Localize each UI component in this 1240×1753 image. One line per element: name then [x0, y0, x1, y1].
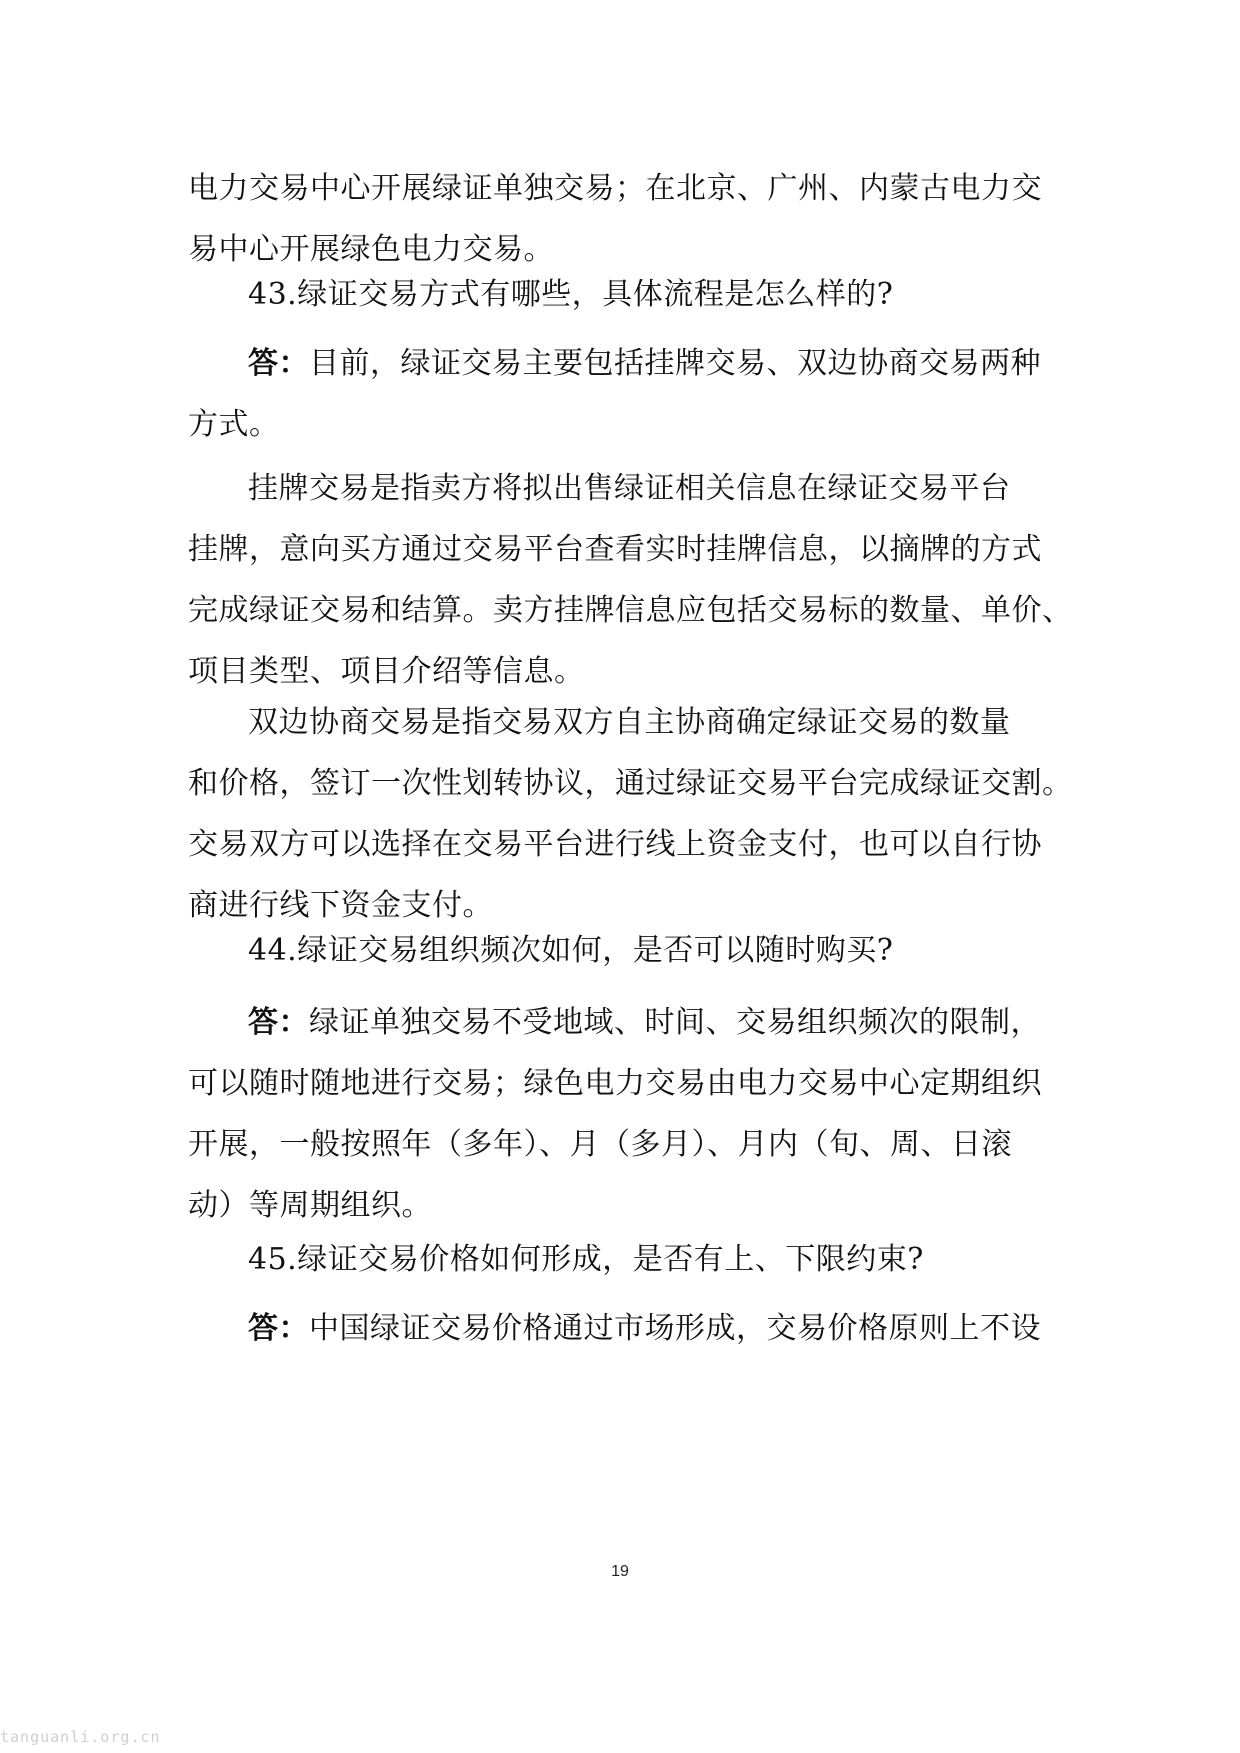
page-number: 19 [611, 1563, 629, 1580]
answer-label: 答： [248, 1005, 309, 1040]
question-45 [188, 1229, 1058, 1290]
answer-label: 答： [248, 1311, 309, 1346]
paragraph-line: 交易双方可以选择在交易平台进行线上资金支付，也可以自行协 [188, 827, 1042, 862]
answer-line: 方式。 [188, 407, 280, 442]
question-43 [188, 264, 1058, 325]
paragraph-intro [188, 158, 1058, 280]
question-44 [188, 920, 1058, 981]
answer-line [188, 1298, 1058, 1359]
answer-line [188, 333, 1058, 394]
answer-44 [188, 992, 1058, 1236]
answer-text: 目前，绿证交易主要包括挂牌交易、双边协商交易两种 [309, 346, 1041, 381]
answer-text: 绿证单独交易不受地域、时间、交易组织频次的限制， [309, 1005, 1041, 1040]
paragraph-listing-trade [188, 458, 1073, 702]
paragraph-line: 商进行线下资金支付。 [188, 888, 493, 923]
answer-43 [188, 333, 1058, 455]
paragraph-bilateral-trade [188, 692, 1073, 936]
answer-label: 答： [248, 346, 309, 381]
watermark-text: tanguanli.org.cn [0, 1728, 161, 1746]
answer-text: 中国绿证交易价格通过市场形成，交易价格原则上不设 [309, 1311, 1041, 1346]
question-text: 45.绿证交易价格如何形成，是否有上、下限约束? [248, 1242, 924, 1277]
paragraph-line: 和价格，签订一次性划转协议，通过绿证交易平台完成绿证交割。 [188, 766, 1073, 801]
paragraph-line: 挂牌，意向买方通过交易平台查看实时挂牌信息，以摘牌的方式 [188, 532, 1042, 567]
paragraph-line: 易中心开展绿色电力交易。 [188, 232, 554, 267]
paragraph-line: 挂牌交易是指卖方将拟出售绿证相关信息在绿证交易平台 [248, 471, 1011, 506]
question-text: 43.绿证交易方式有哪些，具体流程是怎么样的? [248, 277, 894, 312]
paragraph-line: 项目类型、项目介绍等信息。 [188, 654, 585, 689]
paragraph-line: 电力交易中心开展绿证单独交易；在北京、广州、内蒙古电力交 [188, 171, 1042, 206]
paragraph-line: 完成绿证交易和结算。卖方挂牌信息应包括交易标的数量、单价、 [188, 593, 1073, 628]
answer-line: 开展，一般按照年（多年）、月（多月）、月内（旬、周、日滚 [188, 1127, 1012, 1162]
answer-line: 可以随时随地进行交易；绿色电力交易由电力交易中心定期组织 [188, 1066, 1042, 1101]
question-text: 44.绿证交易组织频次如何，是否可以随时购买? [248, 933, 894, 968]
answer-45 [188, 1298, 1058, 1359]
answer-line [188, 992, 1058, 1053]
answer-line: 动）等周期组织。 [188, 1188, 432, 1223]
paragraph-line: 双边协商交易是指交易双方自主协商确定绿证交易的数量 [248, 705, 1011, 740]
